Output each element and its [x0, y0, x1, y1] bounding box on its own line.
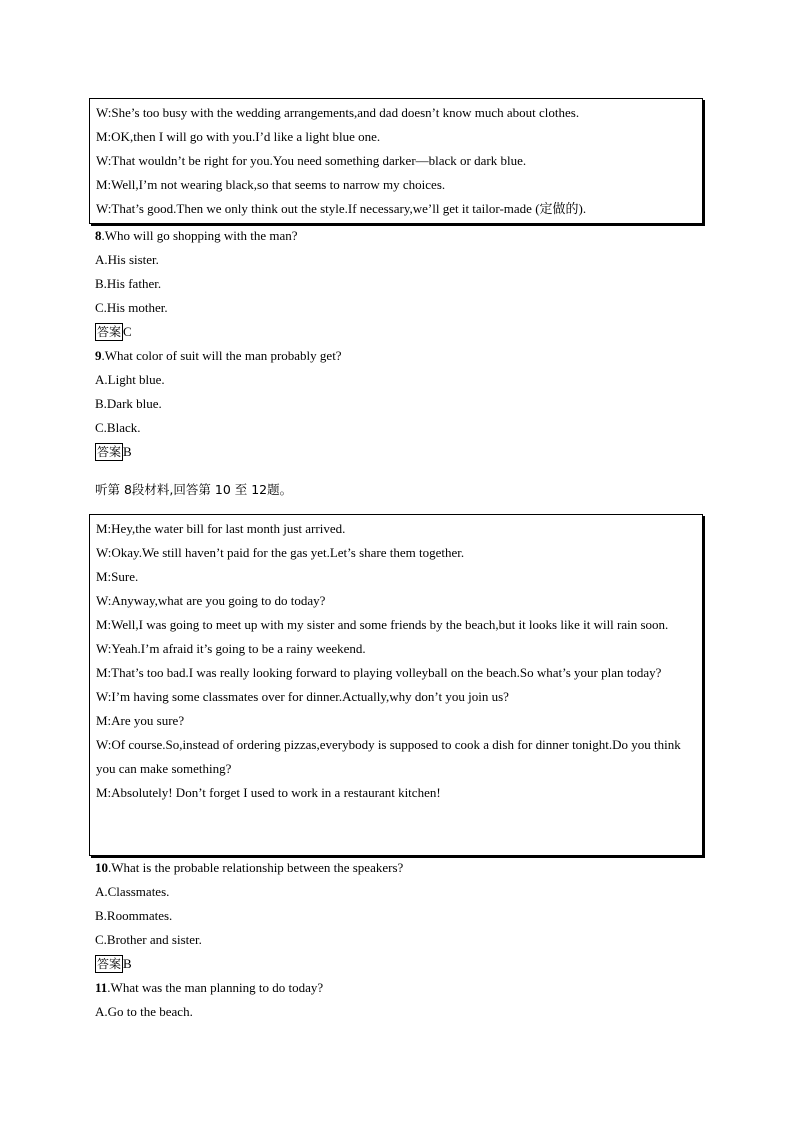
question-number: 11	[95, 980, 108, 995]
answer-tag: 答案	[97, 957, 122, 972]
question-text	[95, 224, 701, 248]
dialogue-line: M:OK,then I will go with you.I’d like a light blue one.	[96, 129, 381, 144]
dialogue-line: M:Hey,the water bill for last month just arrived.	[96, 521, 346, 536]
option-a: A.Light blue.	[95, 372, 165, 387]
option-b: B.His father.	[95, 276, 162, 291]
question-8	[95, 224, 701, 344]
option-a: A.Classmates.	[95, 884, 170, 899]
question-text	[95, 856, 701, 880]
option-a: A.His sister.	[95, 252, 159, 267]
question-11	[95, 976, 701, 1024]
question-stem: .What was the man planning to do today?	[107, 980, 324, 995]
question-10	[95, 856, 701, 976]
answer-line	[95, 440, 701, 464]
option-c: C.His mother.	[95, 300, 168, 315]
answer-line	[95, 952, 701, 976]
dialogue-line: M:Absolutely! Don’t forget I used to work in a restaurant kitchen!	[96, 785, 441, 800]
dialogue-line: M:Are you sure?	[96, 713, 185, 728]
dialogue-line: W:Of course.So,instead of ordering pizzas,everybody is supposed to cook a dish for dinner tonight.Do you think you can make something?	[96, 737, 681, 776]
question-text	[95, 344, 701, 368]
question-stem: .What is the probable relationship between the speakers?	[108, 860, 404, 875]
dialogue-line: W:I’m having some classmates over for dinner.Actually,why don’t you join us?	[96, 689, 509, 704]
question-number: 9	[95, 348, 102, 363]
dialogue-line: M:Sure.	[96, 569, 139, 584]
dialogue-box-1	[89, 98, 703, 224]
question-number: 8	[95, 228, 102, 243]
dialogue-line: M:Well,I was going to meet up with my sister and some friends by the beach,but it looks like it will rain soon.	[96, 617, 669, 632]
question-number: 10	[95, 860, 108, 875]
dialogue-line: W:Anyway,what are you going to do today?	[96, 593, 326, 608]
answer-tag: 答案	[97, 445, 122, 460]
dialogue-line: M:Well,I’m not wearing black,so that seems to narrow my choices.	[96, 177, 446, 192]
question-9	[95, 344, 701, 464]
section-heading: 听第 8段材料,回答第 10 至 12题。	[95, 482, 293, 497]
dialogue-line: W:Yeah.I’m afraid it’s going to be a rainy weekend.	[96, 641, 366, 656]
answer-value: B	[123, 956, 132, 971]
dialogue-line: W:She’s too busy with the wedding arrangements,and dad doesn’t know much about clothes.	[96, 105, 580, 120]
option-b: B.Dark blue.	[95, 396, 162, 411]
option-c: C.Brother and sister.	[95, 932, 202, 947]
option-c: C.Black.	[95, 420, 141, 435]
answer-tag: 答案	[97, 325, 122, 340]
dialogue-line: M:That’s too bad.I was really looking forward to playing volleyball on the beach.So what’s your plan today?	[96, 665, 662, 680]
dialogue-line: W:Okay.We still haven’t paid for the gas yet.Let’s share them together.	[96, 545, 465, 560]
answer-line	[95, 320, 701, 344]
option-b: B.Roommates.	[95, 908, 173, 923]
dialogue-line: W:That wouldn’t be right for you.You need something darker—black or dark blue.	[96, 153, 527, 168]
answer-value: C	[123, 324, 132, 339]
question-stem: .Who will go shopping with the man?	[101, 228, 298, 243]
question-text	[95, 976, 701, 1000]
option-a: A.Go to the beach.	[95, 1004, 193, 1019]
dialogue-box-2	[89, 514, 703, 856]
answer-value: B	[123, 444, 132, 459]
question-stem: .What color of suit will the man probably get?	[101, 348, 342, 363]
dialogue-line: W:That’s good.Then we only think out the style.If necessary,we’ll get it tailor-made (定做的).	[96, 201, 587, 216]
